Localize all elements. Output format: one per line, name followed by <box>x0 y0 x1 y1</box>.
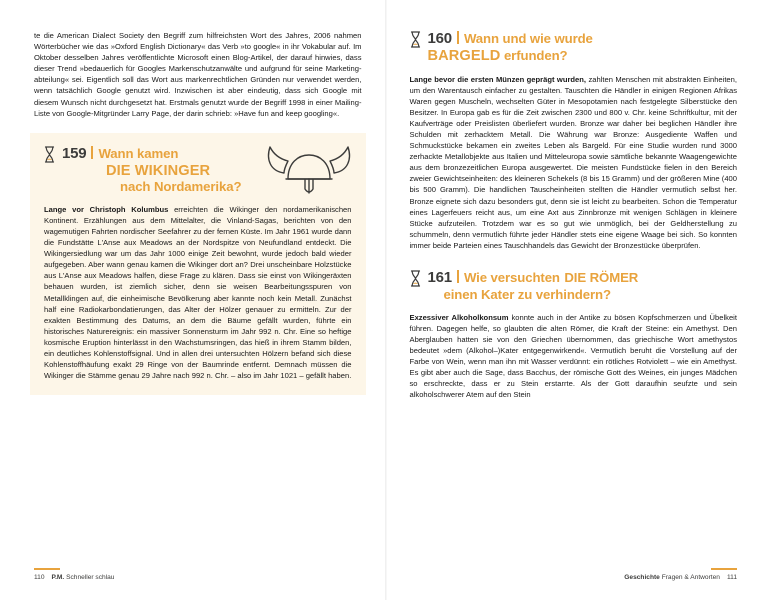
question-block-159 <box>30 133 366 396</box>
question-160-answer-lead: Lange bevor die ersten Münzen geprägt wurden, <box>409 74 587 84</box>
question-161-title-line2: einen Kater zu verhindern? <box>443 287 611 302</box>
footer-section-bold: Geschichte <box>624 574 660 581</box>
question-160-answer <box>410 74 738 252</box>
question-159-answer <box>44 204 352 382</box>
question-161-title-line1: Wie versuchten <box>463 270 560 285</box>
continued-paragraph: te die American Dialect Society den Begriff zum hilfreichsten Wort des Jahres, 2006 nahmen Wörterbücher wie das »Oxford English Dictionary« das Verb »to google« in ihr Vokabular auf. Im Oktober desselben Jahres veröffentlichte Microsoft einen Blog-Artikel, der darauf hinwies, dass dieser Trend »bedauerlich für Googles Markenschutzanwälte und aufgrund für seine Marketing-abteilung« sei. Eigentlich soll das Wort aus markenrechtlichen Gründen nur verwendet werden, wenn tatsächlich Google genutzt wird. Inzwischen ist aber eindeutig, dass sich Google mit diesem Wunsch nicht durchgesetzt hat. Erstmals genutzt wurde der Begriff 1998 in einer Mailing-Liste von Google-Mitgründer Larry Page, der darin schrieb: »Have fun and keep googling«. <box>34 31 362 118</box>
right-page-footer <box>386 568 771 584</box>
question-159-answer-lead: Lange vor Christoph Kolumbus <box>44 204 169 214</box>
question-number-divider <box>457 270 459 283</box>
question-block-160 <box>410 30 738 251</box>
hourglass-icon <box>410 270 421 287</box>
question-159-title-caps: DIE WIKINGER <box>106 162 211 179</box>
question-160-number: 160 <box>427 30 452 47</box>
question-block-161 <box>410 269 738 400</box>
question-number-divider <box>457 31 459 44</box>
footer-text-left <box>34 574 114 581</box>
left-page-footer <box>0 568 386 584</box>
question-160-title-line2: erfunden? <box>503 48 568 63</box>
question-160-title-line1: Wann und wie wurde <box>463 31 593 46</box>
right-page <box>386 0 771 600</box>
question-159-answer-rest: erreichten die Wikinger den nordamerikanischen Kontinent. Erzählungen aus dem Mittelalter, die Vinland-Sagas, berichten von den wagemutigen Fahrten nordischer Seefahrer zu der fernen Küste. Im Jahr 1961 wurde dann die Fundstätte L'Anse aux Meadows an der Nordspitze von Neufundland entdeckt. Die Wikingersiedlung war um das Jahr 1000 einige Zeit bewohnt, wurde jedoch bald wieder aufgegeben. Aber wann genau kamen die Wikinger dort an? Drei unscheinbare Holzstücke aus L'Anse aux Meadows halfen, diese Frage zu klären. Dass sie einst von Wikingeräxten behauen wurden, ist ziemlich sicher, denn sie weisen Bearbeitungsspuren von Metallklingen auf, die einheimische Bevölkerung aber kannte noch kein Metall. Zunächst half eine Radiokarbondatierungen, das Alter der Hölzer genauer zu ermitteln. Zur der exakten Bestimmung des Datums, an dem die Bäume gefällt wurden, führte ein historisches Naturereignis: ein massiver Sonnensturm im Jahr 992 n. Chr. Eine so heftige kosmische Eruption hinterlässt in den Wachstumsringen, das hieß in ihrem Stamm bilden, ein deutliches Kohlenstoffsignal. Und in allen drei untersuchten Hölzern befand sich diese Kohlenstoffhäufung exakt 29 Ringe von der Baumrinde entfernt. Demnach müssen die Wikinger die Stämme genau 29 Jahre nach 992 n. Chr. – also im Jahr 1021 – gefällt haben. <box>44 204 352 381</box>
question-160-title-caps: BARGELD <box>427 48 501 64</box>
question-161-number: 161 <box>427 269 452 286</box>
question-159-title-line1: Wann kamen <box>98 145 179 161</box>
footer-brand: P.M. <box>51 574 65 581</box>
footer-text-right <box>624 574 737 581</box>
footer-section-rest: Fragen & Antworten <box>661 574 720 581</box>
question-159-title-line2: nach Nordamerika? <box>120 179 242 195</box>
right-page-number: 111 <box>726 574 737 581</box>
question-161-answer-rest: konnte auch in der Antike zu bösen Kopfschmerzen und Übelkeit führen. Dagegen helfe, so glaubten die alten Römer, die Kraft der Steine: ein Amethyst. Den Aberglauben hatten sie von den Griechen übernommen, das griechische Wort amethystos bedeutet »dem (Alkohol–)Kater entgegenwirkend«. Vermutlich beruht die Vorstellung auf der Farbe von Wein, wenn man ihn mit Wasser verdünnt: ein rötliches Rotviolett – wie ein Amethyst. Es gibt aber auch die Sage, dass Bacchus, der römische Gott des Weines, ein junges Mädchen so erschreckte, dass er zu Stein erstarrte. Als der Gott daraufhin seufzte und sein alkoholschwerer Atem auf den Stein <box>409 312 737 400</box>
question-161-answer <box>410 312 738 401</box>
question-161-title-caps: DIE RÖMER <box>564 270 639 285</box>
question-160-header <box>410 30 738 65</box>
hourglass-icon <box>44 146 55 163</box>
page-gutter <box>385 0 387 600</box>
question-160-answer-rest: zahlten Menschen mit abstrakten Einheiten, um den Warentausch einfacher zu gestalten. Tauschten die Händler in einigen Regionen Afrikas Waren gegen Muscheln, wechselten Güter in Mesopotamien nach festgelegte Silberstücke den Besitzer. In Europa gab es für die Zeit zwischen 2300 und 800 v. Chr. keine Schriftkultur, mit der Kaufverträge oder Preislisten überliefert wurden. Bronze war daher bei beglichen Händler ihre Schulden mit zerhacktem Metall. Die Währung war Bronze: Ausgediente Waffen und Schmuckstücke bekamen ein zweites Leben als Bargeld. Für eine Studie wurden rund 3000 zerhackte Metallobjekte aus Italien und Mitteleuropa sowie sämtliche bekannte Waagengewichte aus dem bronzezeitlichen Europa ausgewertet. Die meisten Fundstücke fielen in den Bereich zweier Gewichtseinheiten: des kleineren Schekels (8 bis 15 Gramm) und der größeren Mine (400 bis 500 Gramm). Die handlichen Tauscheinheiten stellten die Händler vermutlich selbst her. Bronze eignete sich dazu besonders gut, denn sie ist leicht zu bearbeiten. Schon die Temperatur eines Lagerfeuers reicht aus, um eine Axt aus Zinnbronze mit wenigen Schlägen in kleinere Stücke aufzuteilen. Trotzdem war es so gut wie unmöglich, bei der Geldherstellung zu schummeln, denn vermutlich führte jeder Händler stets eine eigene Waage bei sich. So konnten immer beide Parteien eines Tauschhandels das Gewicht der Bronzestücke überprüfen. <box>409 74 737 250</box>
hourglass-icon <box>410 31 421 48</box>
question-161-answer-lead: Exzessiver Alkoholkonsum <box>409 312 509 322</box>
question-159-number: 159 <box>62 144 87 162</box>
question-number-divider <box>91 146 93 159</box>
question-161-header <box>410 269 738 303</box>
viking-helmet-icon <box>264 139 356 201</box>
footer-rule <box>711 568 737 570</box>
footer-section: Schneller schlau <box>66 574 115 581</box>
left-page-number: 110 <box>34 574 45 581</box>
footer-rule <box>34 568 60 570</box>
